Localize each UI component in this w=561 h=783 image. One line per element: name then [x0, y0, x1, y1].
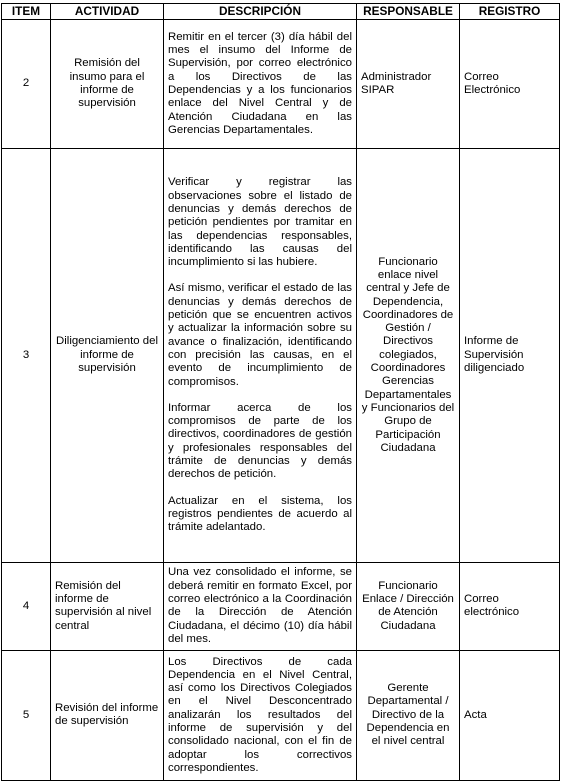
table-row [2, 650, 560, 780]
actividad-cell: Remisión del insumo para el informe de supervisión [51, 20, 164, 149]
header-item: ITEM [2, 4, 51, 20]
table-row [2, 562, 560, 650]
descripcion-paragraph: Remitir en el tercer (3) día hábil del mes el insumo del Informe de Supervisión, por correo electrónico a los Directivos de las Dependencias y a los funcionarios enlace del Nivel Central y de Atención Ciudadana en las Gerencias Departamentales. [168, 30, 352, 136]
descripcion-cell [164, 149, 357, 563]
header-responsable: RESPONSABLE [357, 4, 460, 20]
item-cell: 5 [2, 650, 51, 780]
descripcion-cell [164, 20, 357, 149]
table-row [2, 149, 560, 563]
header-registro: REGISTRO [460, 4, 560, 20]
descripcion-paragraph: Los Directivos de cada Dependencia en el Nivel Central, así como los Directivos Colegiados en el Nivel Desconcentrado analizarán los resultados del informe de supervisión y del consolidado nacional, con el fin de adoptar los correctivos correspondientes. [168, 655, 352, 774]
responsable-cell: Administrador SIPAR [357, 20, 460, 149]
actividad-cell: Diligenciamiento del informe de supervisión [51, 149, 164, 563]
registro-cell: Acta [460, 650, 560, 780]
descripcion-cell [164, 562, 357, 650]
actividad-cell: Remisión del informe de supervisión al nivel central [51, 562, 164, 650]
table-row [2, 20, 560, 149]
responsable-cell: Gerente Departamental / Directivo de la Dependencia en el nivel central [357, 650, 460, 780]
header-descripcion: DESCRIPCIÓN [164, 4, 357, 20]
registro-cell: Correo electrónico [460, 562, 560, 650]
descripcion-paragraph: Verificar y registrar las observaciones sobre el listado de denuncias y demás derechos de petición pendientes por tramitar en las dependencias responsables, identificando las causas del incumplimiento si las hubiere. [168, 176, 352, 269]
header-actividad: ACTIVIDAD [51, 4, 164, 20]
registro-cell: Correo Electrónico [460, 20, 560, 149]
procedure-table [1, 3, 560, 781]
descripcion-paragraph: Así mismo, verificar el estado de las denuncias y demás derechos de petición que se encuentren activos y actualizar la información sobre su avance o finalización, identificando con precisión las causas, en el evento de incumplimiento de compromisos. [168, 282, 352, 388]
item-cell: 3 [2, 149, 51, 563]
descripcion-paragraph: Una vez consolidado el informe, se deberá remitir en formato Excel, por correo electrónico a la Coordinación de la Dirección de Atención Ciudadana, el décimo (10) día hábil del mes. [168, 566, 352, 645]
header-row [2, 4, 560, 20]
descripcion-cell [164, 650, 357, 780]
actividad-cell: Revisión del informe de supervisión [51, 650, 164, 780]
item-cell: 2 [2, 20, 51, 149]
registro-cell: Informe de Supervisión diligenciado [460, 149, 560, 563]
responsable-cell: Funcionario enlace nivel central y Jefe de Dependencia, Coordinadores de Gestión / Directivos colegiados, Coordinadores Gerencias Departamentales y Funcionarios del Grupo de Participación Ciudadana [357, 149, 460, 563]
item-cell: 4 [2, 562, 51, 650]
descripcion-paragraph: Actualizar en el sistema, los registros pendientes de acuerdo al trámite adelantado. [168, 494, 352, 534]
descripcion-paragraph: Informar acerca de los compromisos de parte de los directivos, coordinadores de gestión y profesionales responsables del trámite de denuncias y demás derechos de petición. [168, 401, 352, 481]
responsable-cell: Funcionario Enlace / Dirección de Atención Ciudadana [357, 562, 460, 650]
